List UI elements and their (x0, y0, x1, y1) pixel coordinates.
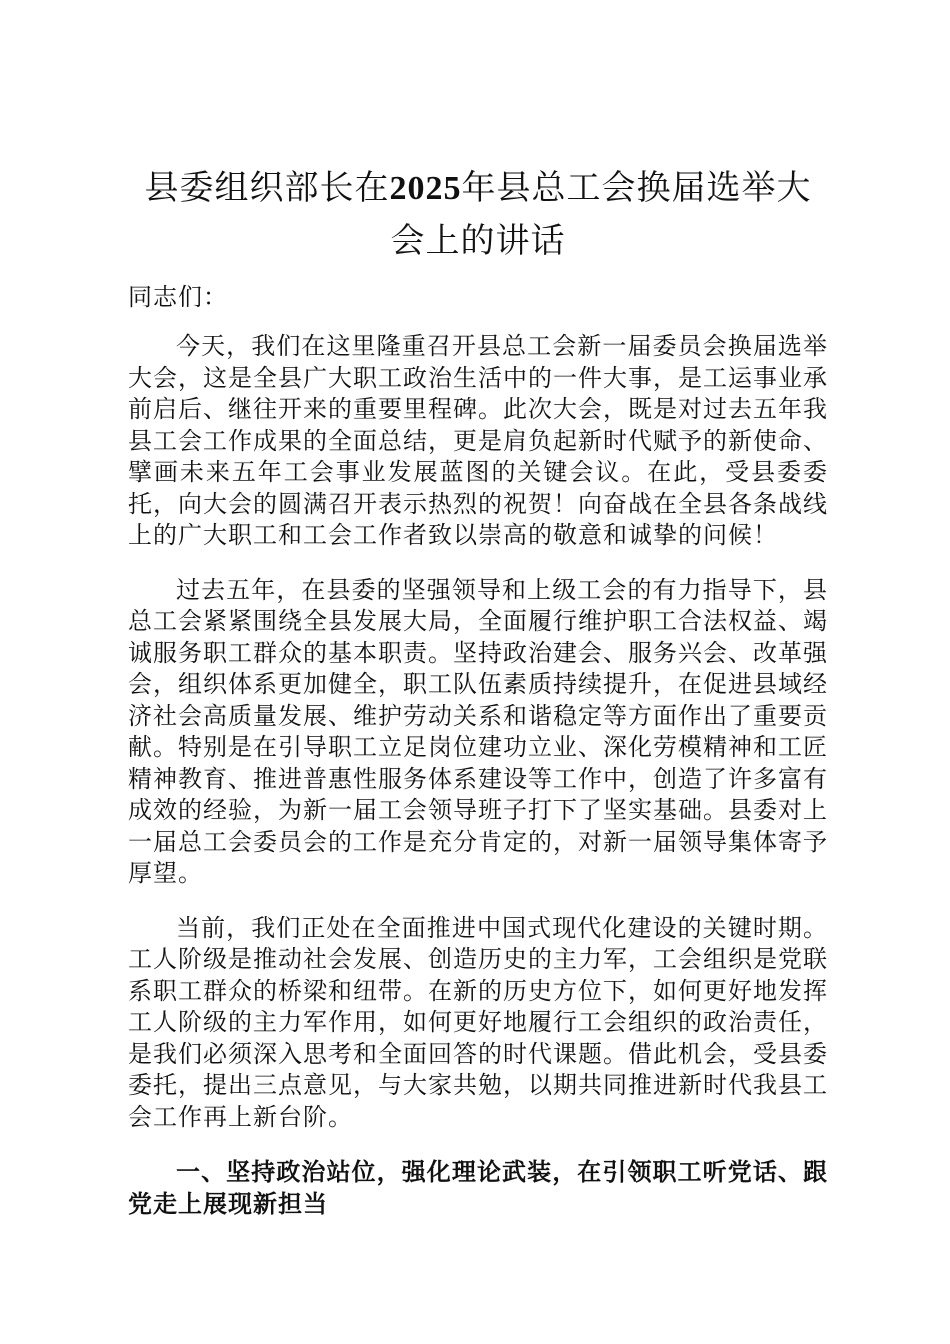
paragraph-current-situation: 当前，我们正处在全面推进中国式现代化建设的关键时期。工人阶级是推动社会发展、创造历史的主力军，工会组织是党联系职工群众的桥梁和纽带。在新的历史方位下，如何更好地发挥工人阶级的主力军作用，如何更好地履行工会组织的政治责任，是我们必须深入思考和全面回答的时代课题。借此机会，受县委委托，提出三点意见，与大家共勉，以期共同推进新时代我县工会工作再上新台阶。 (128, 913, 828, 1131)
section-heading-one: 一、坚持政治站位，强化理论武装，在引领职工听党话、跟党走上展现新担当 (128, 1157, 828, 1218)
paragraph-opening: 今天，我们在这里隆重召开县总工会新一届委员会换届选举大会，这是全县广大职工政治生活中的一件大事，是工运事业承前启后、继往开来的重要里程碑。此次大会，既是对过去五年我县工会工作成果的全面总结，更是肩负起新时代赋予的新使命、擘画未来五年工会事业发展蓝图的关键会议。在此，受县委委托，向大会的圆满召开表示热烈的祝贺！向奋战在全县各条战线上的广大职工和工会工作者致以崇高的敬意和诚挚的问候！ (128, 332, 828, 549)
title-text-start: 县委组织部长在 (144, 168, 390, 208)
paragraph-review: 过去五年，在县委的坚强领导和上级工会的有力指导下，县总工会紧紧围绕全县发展大局，全面履行维护职工合法权益、竭诚服务职工群众的基本职责。坚持政治建会、服务兴会、改革强会，组织体系更加健全，职工队伍素质持续提升，在促进县域经济社会高质量发展、维护劳动关系和谐稳定等方面作出了重要贡献。特别是在引导职工立足岗位建功立业、深化劳模精神和工匠精神教育、推进普惠性服务体系建设等工作中，创造了许多富有成效的经验，为新一届工会领导班子打下了坚实基础。县委对上一届总工会委员会的工作是充分肯定的，对新一届领导集体寄予厚望。 (128, 575, 828, 887)
title-text-end: 年县总工会换届选举大会上的讲话 (390, 168, 812, 261)
salutation: 同志们： (128, 283, 228, 311)
document-page (128, 162, 828, 1220)
document-title (128, 162, 828, 267)
title-year: 2025 (389, 170, 462, 207)
